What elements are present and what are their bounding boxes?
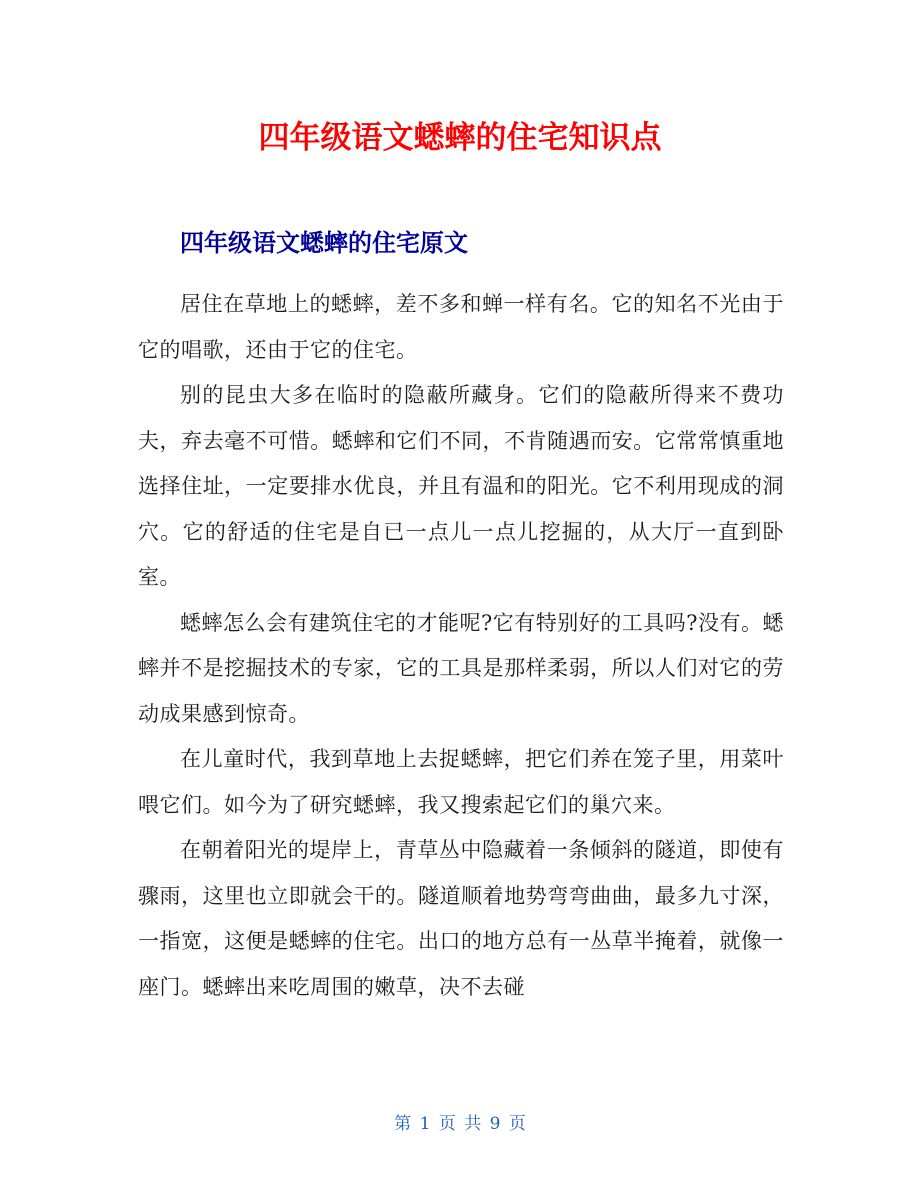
paragraph-4: 在儿童时代，我到草地上去捉蟋蟀，把它们养在笼子里，用菜叶喂它们。如今为了研究蟋蟀，我又搜索起它们的巢穴来。 xyxy=(138,747,784,817)
section-heading: 四年级语文蟋蟀的住宅原文 xyxy=(180,229,468,257)
body-text xyxy=(138,282,784,1010)
page-number-footer: 第 1 页 共 9 页 xyxy=(394,1114,526,1134)
paragraph-1: 居住在草地上的蟋蟀，差不多和蝉一样有名。它的知名不光由于它的唱歌，还由于它的住宅。 xyxy=(138,292,784,362)
document-title: 四年级语文蟋蟀的住宅知识点 xyxy=(258,120,662,156)
paragraph-3: 蟋蟀怎么会有建筑住宅的才能呢?它有特别好的工具吗?没有。蟋蟀并不是挖掘技术的专家，它的工具是那样柔弱，所以人们对它的劳动成果感到惊奇。 xyxy=(138,610,785,726)
paragraph-2: 别的昆虫大多在临时的隐蔽所藏身。它们的隐蔽所得来不费功夫，弃去毫不可惜。蟋蟀和它们不同，不肯随遇而安。它常常慎重地选择住址，一定要排水优良，并且有温和的阳光。它不利用现成的洞穴。它的舒适的住宅是自已一点儿一点儿挖掘的，从大厅一直到卧室。 xyxy=(138,383,784,589)
paragraph-5: 在朝着阳光的堤岸上，青草丛中隐藏着一条倾斜的隧道，即使有骤雨，这里也立即就会干的。隧道顺着地势弯弯曲曲，最多九寸深，一指宽，这便是蟋蟀的住宅。出口的地方总有一丛草半掩着，就像一座门。蟋蟀出来吃周围的嫩草，决不去碰 xyxy=(138,838,784,999)
